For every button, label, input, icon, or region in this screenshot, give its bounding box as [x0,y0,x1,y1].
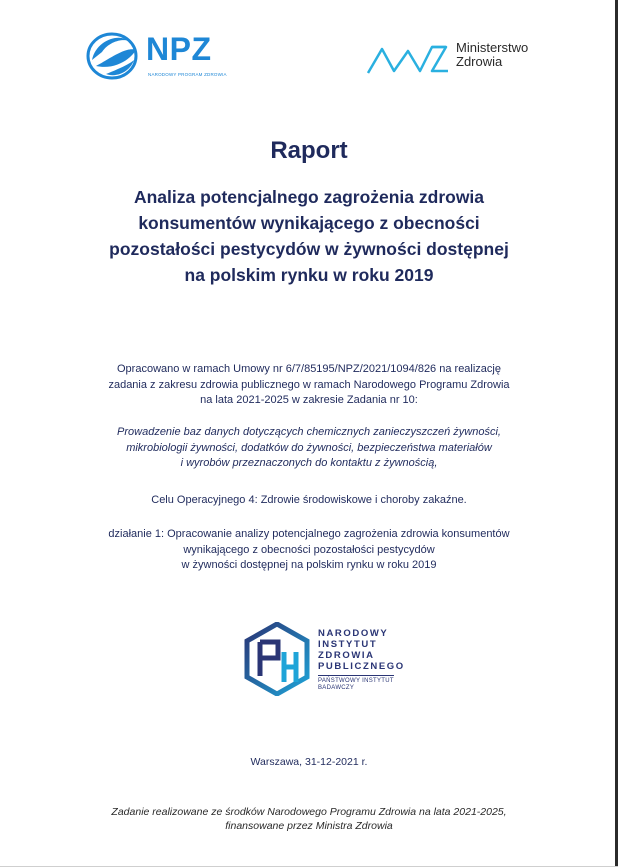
paragraph-line: w żywności dostępnej na polskim rynku w roku 2019 [181,559,437,571]
ministry-line2: Zdrowia [456,54,503,69]
ministry-name [456,41,528,69]
institute-logo [244,622,414,702]
paragraph-line: mikrobiologii żywności, dodatków do żywności, bezpieczeństwa materiałów [126,441,492,454]
contract-paragraph [60,362,558,409]
footer-line: finansowane przez Ministra Zdrowia [225,820,393,832]
footer-line: Zadanie realizowane ze środków Narodowego Programu Zdrowia na lata 2021-2025, [111,806,507,818]
document-title: Raport [270,137,348,164]
npz-subtitle: NARODOWY PROGRAM ZDROWIA [148,72,227,77]
paragraph-line: Opracowano w ramach Umowy nr 6/7/85195/NPZ/2021/1094/826 na realizację [117,363,501,375]
npz-emblem-icon [86,30,142,80]
document-date: Warszawa, 31-12-2021 r. [250,756,368,768]
paragraph-line: zadania z zakresu zdrowia publicznego w ramach Narodowego Programu Zdrowia [108,378,510,391]
ministry-line1: Ministerstwo [456,40,529,55]
institute-sub-line: PAŃSTWOWY INSTYTUT [318,678,394,684]
institute-name [318,628,405,672]
paragraph-line: i wyrobów przeznaczonych do kontaktu z żywnością, [180,457,438,469]
document-subtitle [80,184,538,288]
subtitle-line: na polskim rynku w roku 2019 [184,265,434,285]
paragraph-line: na lata 2021-2025 w zakresie Zadania nr 10: [200,394,418,406]
pzh-hexagon-icon [244,622,310,696]
institute-sub-line: BADAWCZY [318,685,355,691]
institute-name-line: ZDROWIA [318,650,375,661]
funding-footer [0,805,618,833]
action-paragraph [60,527,558,574]
ministry-wave-icon [366,41,452,75]
ministry-logo [366,41,546,81]
subtitle-line: pozostałości pestycydów w żywności dostępnej [109,239,509,259]
institute-name-line: PUBLICZNEGO [318,661,405,672]
institute-subtitle [318,675,394,692]
paragraph-line: Prowadzenie baz danych dotyczących chemicznych zanieczyszczeń żywności, [117,426,501,438]
goal-paragraph: Celu Operacyjnego 4: Zdrowie środowiskowe i choroby zakaźne. [151,494,467,506]
npz-name: NPZ [146,31,212,67]
npz-logo [86,30,241,80]
subtitle-line: konsumentów wynikającego z obecności [138,213,480,233]
institute-name-line: INSTYTUT [318,639,378,650]
subtitle-line: Analiza potencjalnego zagrożenia zdrowia [133,187,485,207]
institute-name-line: NARODOWY [318,628,389,639]
paragraph-line: działanie 1: Opracowanie analizy potencjalnego zagrożenia zdrowia konsumentów [108,528,510,540]
paragraph-line: wynikającego z obecności pozostałości pestycydów [183,543,435,556]
task-paragraph [60,425,558,472]
